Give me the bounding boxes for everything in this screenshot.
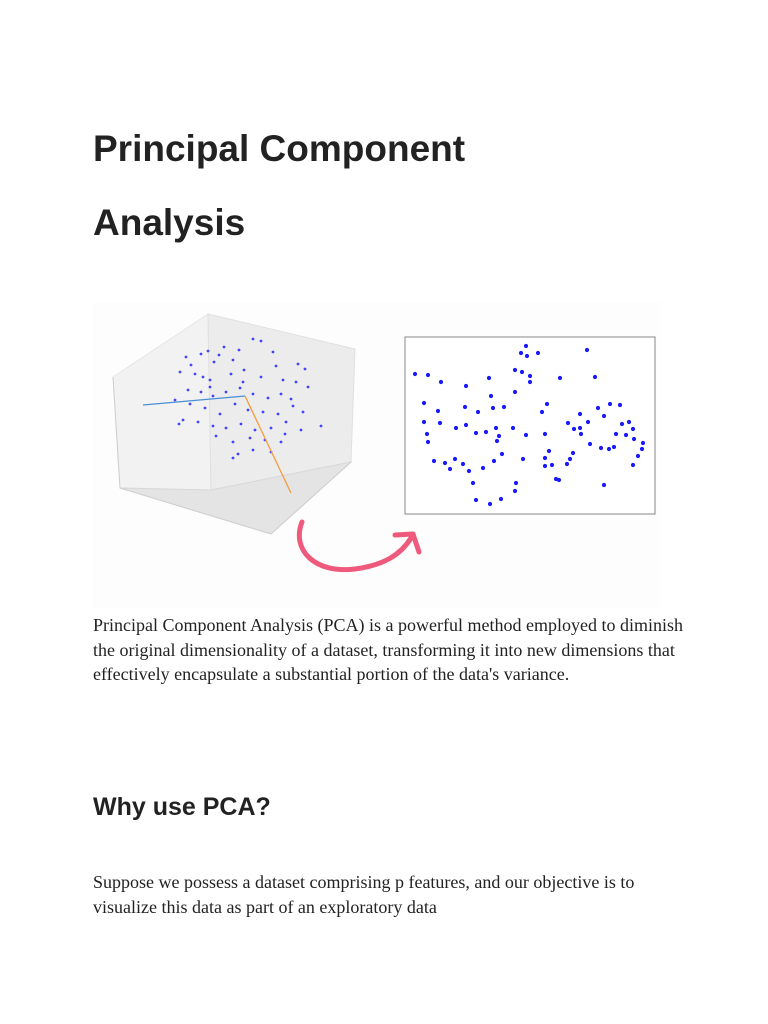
scatter-2d-point — [599, 446, 603, 450]
scatter-3d-point — [190, 364, 193, 367]
scatter-2d-point — [494, 426, 498, 430]
scatter-3d-point — [213, 361, 216, 364]
scatter-3d-point — [237, 453, 240, 456]
scatter-3d-point — [320, 425, 323, 428]
scatter-2d-point — [439, 380, 443, 384]
scatter-2d-point — [438, 421, 442, 425]
section-heading-why-pca: Why use PCA? — [93, 793, 271, 821]
scatter-2d-point — [436, 409, 440, 413]
scatter-3d-point — [182, 419, 185, 422]
scatter-3d-point — [185, 356, 188, 359]
scatter-2d-point — [525, 354, 529, 358]
scatter-2d-point — [464, 423, 468, 427]
box-back-right-wall — [208, 314, 355, 490]
scatter-2d-point — [453, 457, 457, 461]
scatter-2d-point — [568, 457, 572, 461]
scatter-2d-point — [487, 376, 491, 380]
scatter-2d-point — [543, 464, 547, 468]
scatter-2d-point — [492, 459, 496, 463]
scatter-2d-point — [578, 426, 582, 430]
scatter-3d-point — [234, 403, 237, 406]
scatter-3d-point — [272, 351, 275, 354]
scatter-3d-point — [275, 365, 278, 368]
scatter-3d-point — [209, 386, 212, 389]
scatter-2d-point — [632, 437, 636, 441]
scatter-3d-point — [297, 363, 300, 366]
scatter-3d-point — [174, 399, 177, 402]
scatter-3d-point — [254, 429, 257, 432]
scatter-2d-point — [578, 412, 582, 416]
scatter-3d-point — [260, 340, 263, 343]
scatter-3d-point — [232, 441, 235, 444]
scatter-3d-point — [252, 338, 255, 341]
scatter-2d-point — [514, 481, 518, 485]
scatter-3d-point — [252, 449, 255, 452]
scatter-3d-point — [218, 354, 221, 357]
scatter-3d-point — [242, 381, 245, 384]
section-paragraph: Suppose we possess a dataset comprising p features, and our objective is to visualize this data as part of an exploratory data — [93, 872, 635, 917]
scatter-2d-point — [500, 452, 504, 456]
scatter-3d-point — [200, 353, 203, 356]
scatter-2d-point — [461, 462, 465, 466]
title-line-1: Principal Component — [93, 128, 466, 169]
scatter-2d-point — [624, 433, 628, 437]
scatter-2d-point — [484, 430, 488, 434]
scatter-3d-point — [280, 441, 283, 444]
scatter-2d-point — [432, 459, 436, 463]
scatter-2d-point — [474, 431, 478, 435]
scatter-3d-point — [304, 368, 307, 371]
scatter-2d-point — [463, 405, 467, 409]
scatter-2d-point — [540, 410, 544, 414]
scatter-3d-point — [223, 346, 226, 349]
scatter-3d-point — [207, 350, 210, 353]
scatter-3d-point — [204, 407, 207, 410]
scatter-2d-point — [612, 445, 616, 449]
scatter-3d-point — [179, 371, 182, 374]
scatter-2d-point — [602, 483, 606, 487]
scatter-3d-point — [219, 413, 222, 416]
scatter-3d-point — [197, 421, 200, 424]
scatter-3d-point — [302, 411, 305, 414]
scatter-2d-point — [579, 432, 583, 436]
scatter-2d-point — [521, 457, 525, 461]
scatter-3d-point — [230, 373, 233, 376]
scatter-2d-point — [636, 454, 640, 458]
scatter-2d-point — [572, 427, 576, 431]
scatter-3d-point — [189, 403, 192, 406]
scatter-2d-point — [550, 463, 554, 467]
scatter-3d-box — [113, 314, 355, 534]
scatter-3d-point — [252, 393, 255, 396]
pca-illustration — [93, 302, 661, 608]
scatter-3d-point — [225, 427, 228, 430]
article-title — [93, 112, 693, 260]
scatter-2d-point — [614, 432, 618, 436]
scatter-2d-point — [640, 447, 644, 451]
scatter-2d-point — [620, 422, 624, 426]
scatter-2d-point — [586, 420, 590, 424]
scatter-2d-point — [558, 376, 562, 380]
scatter-2d-point — [524, 433, 528, 437]
scatter-3d-point — [285, 421, 288, 424]
scatter-3d-point — [232, 359, 235, 362]
scatter-2d-point — [499, 497, 503, 501]
scatter-3d-point — [277, 413, 280, 416]
scatter-3d-point — [240, 423, 243, 426]
scatter-3d-point — [284, 433, 287, 436]
scatter-3d-point — [194, 373, 197, 376]
scatter-2d-point — [422, 401, 426, 405]
scatter-2d-point — [425, 432, 429, 436]
scatter-2d-point — [489, 394, 493, 398]
scatter-2d-point — [511, 426, 515, 430]
scatter-2d-point — [426, 373, 430, 377]
scatter-2d-point — [454, 426, 458, 430]
scatter-2d-point — [545, 402, 549, 406]
scatter-2d-point — [566, 421, 570, 425]
scatter-2d-point — [557, 478, 561, 482]
scatter-2d-point — [513, 489, 517, 493]
scatter-3d-point — [225, 391, 228, 394]
scatter-3d-point — [267, 397, 270, 400]
scatter-3d-point — [187, 389, 190, 392]
title-line-2: Analysis — [93, 202, 246, 243]
scatter-2d-point — [448, 467, 452, 471]
scatter-2d-point — [476, 410, 480, 414]
scatter-3d-point — [178, 423, 181, 426]
scatter-2d-point — [571, 451, 575, 455]
scatter-3d-point — [215, 435, 218, 438]
scatter-2d-point — [536, 351, 540, 355]
scatter-3d-point — [239, 387, 242, 390]
scatter-3d-point — [260, 376, 263, 379]
scatter-3d-point — [200, 391, 203, 394]
scatter-2d-point — [565, 462, 569, 466]
scatter-3d-point — [247, 409, 250, 412]
scatter-2d-point — [631, 427, 635, 431]
scatter-2d-point — [481, 466, 485, 470]
scatter-2d-point — [513, 390, 517, 394]
scatter-3d-point — [212, 425, 215, 428]
scatter-3d-point — [212, 395, 215, 398]
scatter-3d-point — [300, 429, 303, 432]
scatter-3d-point — [209, 379, 212, 382]
scatter-2d-point — [422, 420, 426, 424]
scatter-3d-point — [307, 386, 310, 389]
scatter-2d-point — [502, 405, 506, 409]
scatter-3d-point — [232, 457, 235, 460]
scatter-2d-point — [627, 420, 631, 424]
scatter-3d-point — [243, 369, 246, 372]
scatter-2d-point — [641, 441, 645, 445]
scatter-3d-point — [292, 405, 295, 408]
scatter-2d-point — [426, 440, 430, 444]
scatter-2d-point — [471, 481, 475, 485]
scatter-2d-point — [607, 447, 611, 451]
scatter-2d-point — [528, 374, 532, 378]
scatter-3d-point — [262, 411, 265, 414]
scatter-2d-point — [513, 368, 517, 372]
box-back-left-wall — [113, 314, 211, 490]
scatter-2d-point — [524, 344, 528, 348]
scatter-3d-point — [270, 427, 273, 430]
scatter-2d-point — [596, 406, 600, 410]
scatter-2d-point — [631, 463, 635, 467]
scatter-2d-point — [593, 375, 597, 379]
scatter-3d-point — [249, 437, 252, 440]
scatter-2d-point — [543, 456, 547, 460]
transform-arrow — [299, 522, 419, 570]
scatter-2d-point — [413, 372, 417, 376]
scatter-2d-point — [495, 439, 499, 443]
scatter-2d-point — [547, 449, 551, 453]
scatter-2d-point — [618, 403, 622, 407]
scatter-3d-point — [238, 349, 241, 352]
scatter-2d-point — [443, 461, 447, 465]
scatter-2d-point — [585, 348, 589, 352]
scatter-3d-point — [282, 379, 285, 382]
scatter-2d-point — [497, 434, 501, 438]
scatter-2d-frame — [405, 337, 655, 514]
scatter-2d-point — [608, 402, 612, 406]
scatter-2d-point — [488, 502, 492, 506]
scatter-2d-point — [528, 380, 532, 384]
scatter-3d-point — [202, 376, 205, 379]
scatter-3d-point — [290, 398, 293, 401]
intro-paragraph: Principal Component Analysis (PCA) is a powerful method employed to diminish the original dimensionality of a dataset, transforming it into new dimensions that effectively encapsulate a substantial portion of the data's variance. — [93, 615, 683, 684]
scatter-2d-point — [464, 384, 468, 388]
scatter-2d-point — [491, 406, 495, 410]
scatter-2d-point — [602, 414, 606, 418]
scatter-2d-point — [474, 498, 478, 502]
scatter-2d-point — [588, 442, 592, 446]
scatter-3d-point — [295, 381, 298, 384]
scatter-2d-point — [519, 351, 523, 355]
scatter-2d-point — [520, 370, 524, 374]
scatter-3d-point — [280, 393, 283, 396]
scatter-2d-point — [543, 432, 547, 436]
scatter-2d-point — [467, 469, 471, 473]
